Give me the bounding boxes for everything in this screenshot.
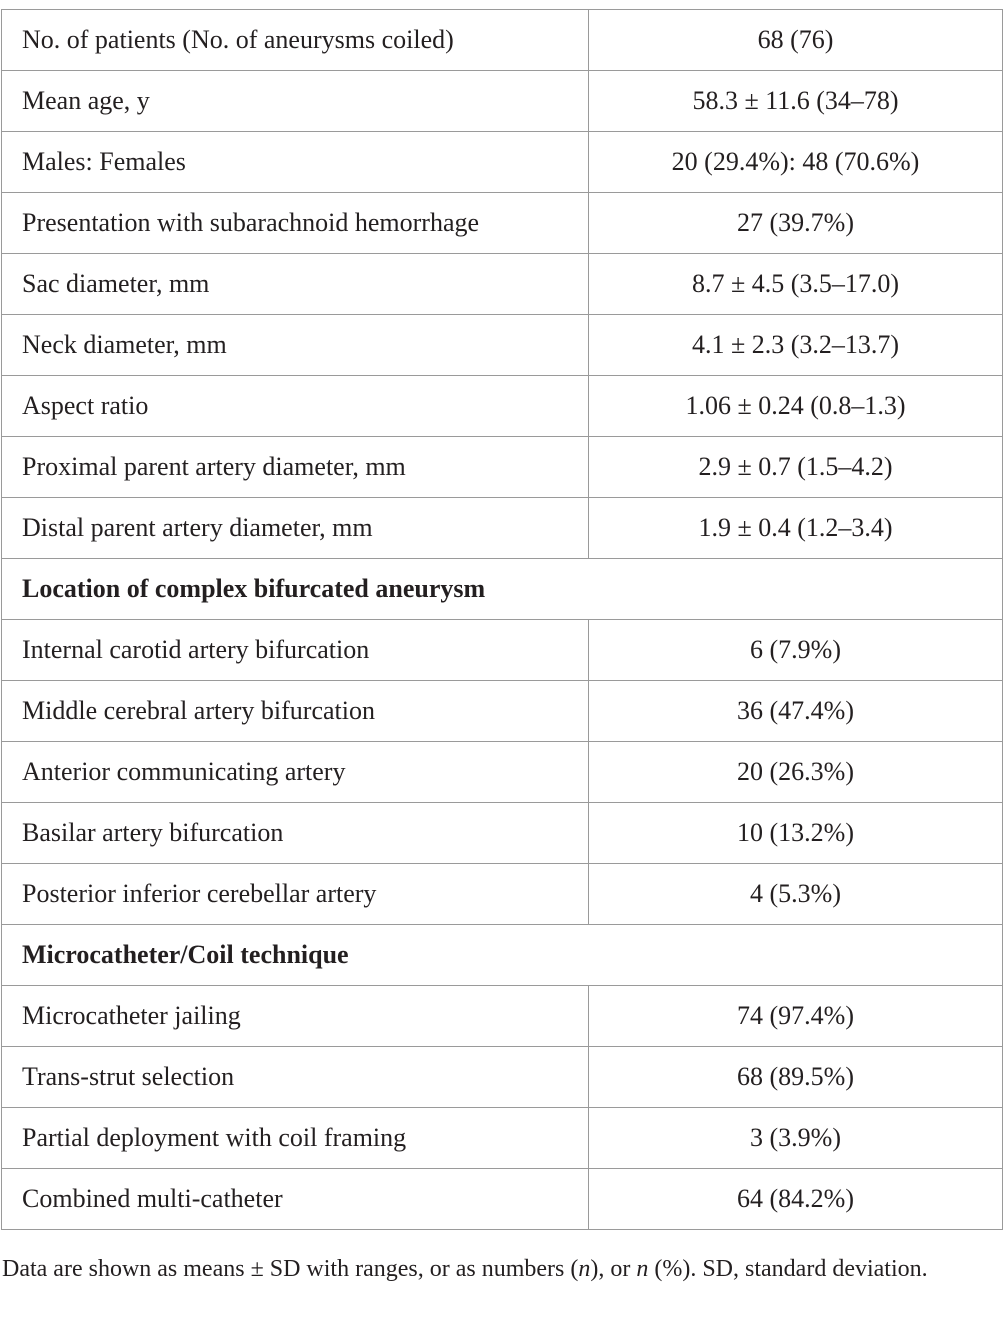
row-value: 36 (47.4%) — [589, 681, 1003, 742]
row-value: 2.9 ± 0.7 (1.5–4.2) — [589, 437, 1003, 498]
table-row — [2, 193, 1003, 254]
row-value: 1.9 ± 0.4 (1.2–3.4) — [589, 498, 1003, 559]
row-label: Combined multi-catheter — [2, 1169, 589, 1230]
table-row — [2, 254, 1003, 315]
row-value: 68 (89.5%) — [589, 1047, 1003, 1108]
row-value: 8.7 ± 4.5 (3.5–17.0) — [589, 254, 1003, 315]
row-value: 6 (7.9%) — [589, 620, 1003, 681]
table-row — [2, 376, 1003, 437]
table-row — [2, 437, 1003, 498]
table-row — [2, 71, 1003, 132]
table-row — [2, 620, 1003, 681]
row-label: Sac diameter, mm — [2, 254, 589, 315]
row-label: Trans-strut selection — [2, 1047, 589, 1108]
table-row — [2, 986, 1003, 1047]
row-value: 3 (3.9%) — [589, 1108, 1003, 1169]
row-value: 10 (13.2%) — [589, 803, 1003, 864]
row-value: 1.06 ± 0.24 (0.8–1.3) — [589, 376, 1003, 437]
table-row — [2, 742, 1003, 803]
row-label: Basilar artery bifurcation — [2, 803, 589, 864]
row-label: Partial deployment with coil framing — [2, 1108, 589, 1169]
footnote-n-italic-1: n — [578, 1256, 591, 1282]
baseline-characteristics-table-container — [1, 9, 1003, 1230]
footnote-text-1: Data are shown as means ± SD with ranges, or as numbers ( — [2, 1256, 579, 1282]
table-row — [2, 803, 1003, 864]
row-label: Proximal parent artery diameter, mm — [2, 437, 589, 498]
footnote-text-3: (%). SD, standard deviation. — [648, 1256, 928, 1282]
table-row — [2, 132, 1003, 193]
row-label: Neck diameter, mm — [2, 315, 589, 376]
row-value: 58.3 ± 11.6 (34–78) — [589, 71, 1003, 132]
section-header-label: Microcatheter/Coil technique — [2, 925, 1003, 986]
footnote-text-2: ), or — [590, 1256, 637, 1282]
row-label: Males: Females — [2, 132, 589, 193]
row-label: Mean age, y — [2, 71, 589, 132]
row-value: 64 (84.2%) — [589, 1169, 1003, 1230]
table-body — [2, 10, 1003, 1230]
row-value: 20 (29.4%): 48 (70.6%) — [589, 132, 1003, 193]
row-label: Microcatheter jailing — [2, 986, 589, 1047]
section-header-label: Location of complex bifurcated aneurysm — [2, 559, 1003, 620]
row-value: 74 (97.4%) — [589, 986, 1003, 1047]
table-footnote — [2, 1251, 992, 1287]
table-row — [2, 681, 1003, 742]
section-header-row — [2, 559, 1003, 620]
table-row — [2, 315, 1003, 376]
table-row — [2, 864, 1003, 925]
row-label: Internal carotid artery bifurcation — [2, 620, 589, 681]
row-label: Posterior inferior cerebellar artery — [2, 864, 589, 925]
table-row — [2, 10, 1003, 71]
row-value: 20 (26.3%) — [589, 742, 1003, 803]
table-row — [2, 1047, 1003, 1108]
row-label: Distal parent artery diameter, mm — [2, 498, 589, 559]
baseline-characteristics-table — [1, 9, 1003, 1230]
row-label: Presentation with subarachnoid hemorrhage — [2, 193, 589, 254]
footnote-n-italic-2: n — [636, 1256, 649, 1282]
row-label: Anterior communicating artery — [2, 742, 589, 803]
table-row — [2, 498, 1003, 559]
row-value: 27 (39.7%) — [589, 193, 1003, 254]
row-value: 4.1 ± 2.3 (3.2–13.7) — [589, 315, 1003, 376]
table-row — [2, 1108, 1003, 1169]
row-label: Aspect ratio — [2, 376, 589, 437]
section-header-row — [2, 925, 1003, 986]
row-value: 68 (76) — [589, 10, 1003, 71]
row-value: 4 (5.3%) — [589, 864, 1003, 925]
row-label: Middle cerebral artery bifurcation — [2, 681, 589, 742]
table-row — [2, 1169, 1003, 1230]
row-label: No. of patients (No. of aneurysms coiled) — [2, 10, 589, 71]
